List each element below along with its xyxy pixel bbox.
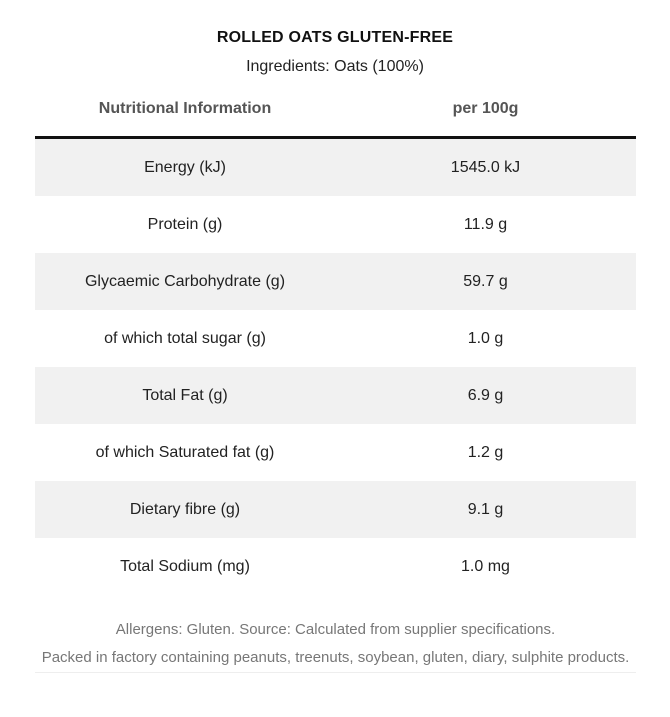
row-value: 1545.0 kJ [450,158,521,176]
factory-note: Packed in factory containing peanuts, treenuts, soybean, gluten, diary, sulphite products. [41,649,630,666]
nutrition-table [35,82,636,595]
row-label: of which Saturated fat (g) [95,443,275,461]
row-label: Energy (kJ) [144,158,226,176]
table-row-energy [35,139,636,196]
header-nutritional-information: Nutritional Information [98,100,272,117]
table-row-dietary-fibre [35,481,636,538]
table-row-protein [35,196,636,253]
row-label: Dietary fibre (g) [129,500,241,518]
row-label: Total Fat (g) [142,386,228,404]
table-row-sodium [35,538,636,595]
ingredients-text: Ingredients: Oats (100%) [246,58,424,75]
row-value: 59.7 g [463,272,508,290]
footer-notes [35,616,636,673]
product-title: ROLLED OATS GLUTEN-FREE [216,29,454,46]
row-label: Protein (g) [147,215,223,233]
row-value: 1.2 g [467,443,504,461]
row-value: 11.9 g [463,215,508,233]
row-value: 1.0 g [467,329,504,347]
table-row-carbohydrate [35,253,636,310]
row-value: 6.9 g [467,386,504,404]
allergens-note: Allergens: Gluten. Source: Calculated from supplier specifications. [115,621,556,638]
table-row-sugar [35,310,636,367]
row-value: 1.0 mg [461,557,510,575]
row-label: Total Sodium (mg) [120,557,250,575]
table-header [35,82,636,139]
row-label: Glycaemic Carbohydrate (g) [84,272,286,290]
header-per-100g: per 100g [452,100,519,117]
row-label: of which total sugar (g) [104,329,266,347]
table-row-total-fat [35,367,636,424]
table-row-saturated-fat [35,424,636,481]
row-value: 9.1 g [467,500,504,518]
